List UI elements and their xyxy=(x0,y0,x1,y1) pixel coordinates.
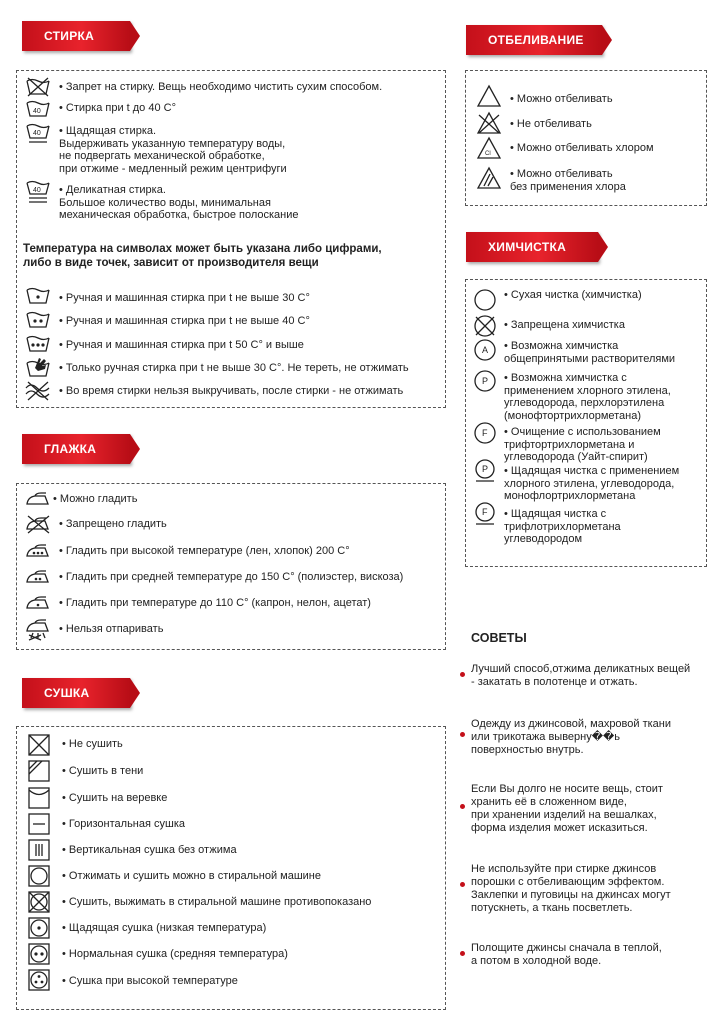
no-bleach-icon xyxy=(476,112,502,134)
bleach-section-ribbon xyxy=(466,25,602,55)
dry-item-text: • Горизонтальная сушка xyxy=(62,818,186,830)
wash-item-text: • Щадящая стирка. Выдерживать указанную температуру воды, не подвергать механической обработке, при отжиме - медленный режим центрифуги xyxy=(59,125,287,175)
dry-item-text: • Отжимать и сушить можно в стиральной машине xyxy=(62,870,321,882)
bleach-item-text: • Не отбеливать xyxy=(510,118,592,130)
dryclean-item-text: • Возможна химчистка общепринятыми растворителями xyxy=(504,340,676,365)
dry-item-text: • Сушить, выжимать в стиральной машине противопоказано xyxy=(62,896,372,908)
iron-item-text: • Нельзя отпаривать xyxy=(59,623,164,635)
iron-item-text: • Запрещено гладить xyxy=(59,518,167,530)
dryclean-icon xyxy=(472,289,498,311)
bleach-icon xyxy=(476,85,502,107)
iron-item-text: • Гладить при температуре до 110 С° (капрон, нелон, ацетат) xyxy=(59,597,371,609)
wash-crossed-icon xyxy=(25,76,51,98)
wash-item-text: • Только ручная стирка при t не выше 30 С°. Не тереть, не отжимать xyxy=(59,362,409,374)
flat-dry-icon xyxy=(26,813,52,835)
dryclean-p-gentle-icon xyxy=(472,459,498,481)
iron-one-dot-icon xyxy=(25,592,51,614)
no-wring-icon xyxy=(25,380,51,402)
svg-text:A: A xyxy=(482,345,489,355)
dryclean-a-icon xyxy=(472,339,498,361)
iron-section-title: ГЛАЖКА xyxy=(44,442,97,456)
tumble-dry-icon xyxy=(26,865,52,887)
tip-text: Одежду из джинсовой, махровой ткани или трикотажа выверну��ь поверхностью внутрь. xyxy=(471,718,672,756)
wash-section-ribbon xyxy=(22,21,130,51)
dry-item-text: • Сушить в тени xyxy=(62,765,144,777)
tip-bullet xyxy=(460,672,465,677)
iron-section-ribbon xyxy=(22,434,130,464)
tip-text: Лучший способ,отжима деликатных вещей - закатать в полотенце и отжать. xyxy=(471,663,691,688)
dryclean-section-box xyxy=(465,279,707,567)
dry-item-text: • Не сушить xyxy=(62,738,123,750)
dry-item-text: • Щадящая сушка (низкая температура) xyxy=(62,922,267,934)
tip-text: Полощите джинсы сначала в теплой, а потом в холодной воде. xyxy=(471,942,662,967)
dryclean-f-gentle-icon xyxy=(472,502,498,524)
non-chlorine-bleach-icon xyxy=(476,167,502,189)
iron-crossed-icon xyxy=(25,513,51,535)
dryclean-section-title: ХИМЧИСТКА xyxy=(488,240,567,254)
tip-bullet xyxy=(460,732,465,737)
tip-text: Если Вы долго не носите вещь, стоит хранить её в сложенном виде, при хранении изделий на вешалках, форма изделия может исказиться. xyxy=(471,783,663,834)
bleach-item-text: • Можно отбеливать хлором xyxy=(510,142,654,154)
iron-item-text: • Гладить при высокой температуре (лен, хлопок) 200 С° xyxy=(59,545,350,557)
wash-item-text: • Деликатная стирка. Большое количество воды, минимальная механическая обработка, быстрое полоскание xyxy=(59,184,299,221)
iron-item-text: • Гладить при средней температуре до 150 С° (полиэстер, вискоза) xyxy=(59,571,404,583)
wash-temperature-note: Температура на символах может быть указана либо цифрами, либо в виде точек, зависит от производителя вещи xyxy=(23,243,382,269)
dryclean-item-text: • Щадящая чистка с применением хлорного этилена, углеводорода, монофлортрихлорметана xyxy=(504,465,680,502)
no-steam-icon xyxy=(25,618,51,640)
wash-three-dots-icon xyxy=(25,333,51,355)
wash-item-text: • Ручная и машинная стирка при t не выше 30 С° xyxy=(59,292,310,304)
svg-text:F: F xyxy=(482,428,488,438)
svg-text:40: 40 xyxy=(33,187,41,194)
wash-item-text: • Ручная и машинная стирка при t 50 С° и выше xyxy=(59,339,304,351)
dry-shade-icon xyxy=(26,760,52,782)
no-dryclean-icon xyxy=(472,315,498,337)
wash-gentle-40-icon xyxy=(25,123,51,145)
dry-item-text: • Сушка при высокой температуре xyxy=(62,975,238,987)
dryclean-item-text: • Щадящая чистка с трифлотрихлорметана углеводородом xyxy=(504,508,621,545)
wash-item-text: • Стирка при t до 40 С° xyxy=(59,102,176,114)
dryclean-item-text: • Очищение с использованием трифтортрихлорметана и углеводорода (Уайт-спирит) xyxy=(504,426,661,463)
dry-section-ribbon xyxy=(22,678,130,708)
wash-40-icon xyxy=(25,98,51,120)
chlorine-bleach-icon xyxy=(476,137,502,159)
no-tumble-dry-icon xyxy=(26,891,52,913)
dryclean-section-ribbon xyxy=(466,232,598,262)
wash-delicate-40-icon xyxy=(25,181,51,203)
dry-section-box xyxy=(16,726,446,1010)
iron-item-text: • Можно гладить xyxy=(53,493,138,505)
dry-section-title: СУШКА xyxy=(44,686,90,700)
dryclean-item-text: • Сухая чистка (химчистка) xyxy=(504,289,642,301)
dryclean-p-icon xyxy=(472,370,498,392)
tip-text: Не используйте при стирке джинсов порошки с отбеливающим эффектом. Заклепки и пуговицы на джинсах могут потускнеть, а ткань посветлеть. xyxy=(471,863,671,914)
line-dry-icon xyxy=(26,787,52,809)
bleach-section-box xyxy=(465,70,707,206)
wash-item-text: • Во время стирки нельзя выкручивать, после стирки - не отжимать xyxy=(59,385,404,397)
wash-item-text: • Ручная и машинная стирка при t не выше 40 С° xyxy=(59,315,310,327)
dryclean-f-icon xyxy=(472,422,498,444)
wash-two-dots-icon xyxy=(25,309,51,331)
wash-section-box xyxy=(16,70,446,408)
tumble-medium-icon xyxy=(26,943,52,965)
bleach-item-text: • Можно отбеливать без применения хлора xyxy=(510,168,626,193)
wash-item-text: • Запрет на стирку. Вещь необходимо чистить сухим способом. xyxy=(59,81,383,93)
hand-wash-icon xyxy=(25,356,51,378)
svg-text:40: 40 xyxy=(33,108,41,115)
bleach-section-title: ОТБЕЛИВАНИЕ xyxy=(488,33,584,47)
svg-text:40: 40 xyxy=(33,130,41,137)
drip-dry-icon xyxy=(26,839,52,861)
svg-text:P: P xyxy=(482,464,489,474)
wash-one-dot-icon xyxy=(25,285,51,307)
dry-item-text: • Нормальная сушка (средняя температура) xyxy=(62,948,288,960)
svg-text:P: P xyxy=(482,376,489,386)
iron-icon xyxy=(25,488,51,510)
iron-section-box xyxy=(16,483,446,650)
no-dry-icon xyxy=(26,734,52,756)
bleach-item-text: • Можно отбеливать xyxy=(510,93,613,105)
svg-text:Cl: Cl xyxy=(485,151,491,157)
tips-title: СОВЕТЫ xyxy=(471,631,527,645)
tumble-low-icon xyxy=(26,917,52,939)
svg-text:F: F xyxy=(482,507,488,517)
tumble-high-icon xyxy=(26,969,52,991)
iron-two-dots-icon xyxy=(25,566,51,588)
dry-item-text: • Вертикальная сушка без отжима xyxy=(62,844,237,856)
dryclean-item-text: • Запрещена химчистка xyxy=(504,319,625,331)
tip-bullet xyxy=(460,804,465,809)
tip-bullet xyxy=(460,951,465,956)
iron-three-dots-icon xyxy=(25,540,51,562)
tip-bullet xyxy=(460,882,465,887)
wash-section-title: СТИРКА xyxy=(44,29,95,43)
dry-item-text: • Сушить на веревке xyxy=(62,792,168,804)
dryclean-item-text: • Возможна химчистка с применением хлорного этилена, углеводорода, перхлорэтилена (монофтортрихлорметана) xyxy=(504,372,671,422)
